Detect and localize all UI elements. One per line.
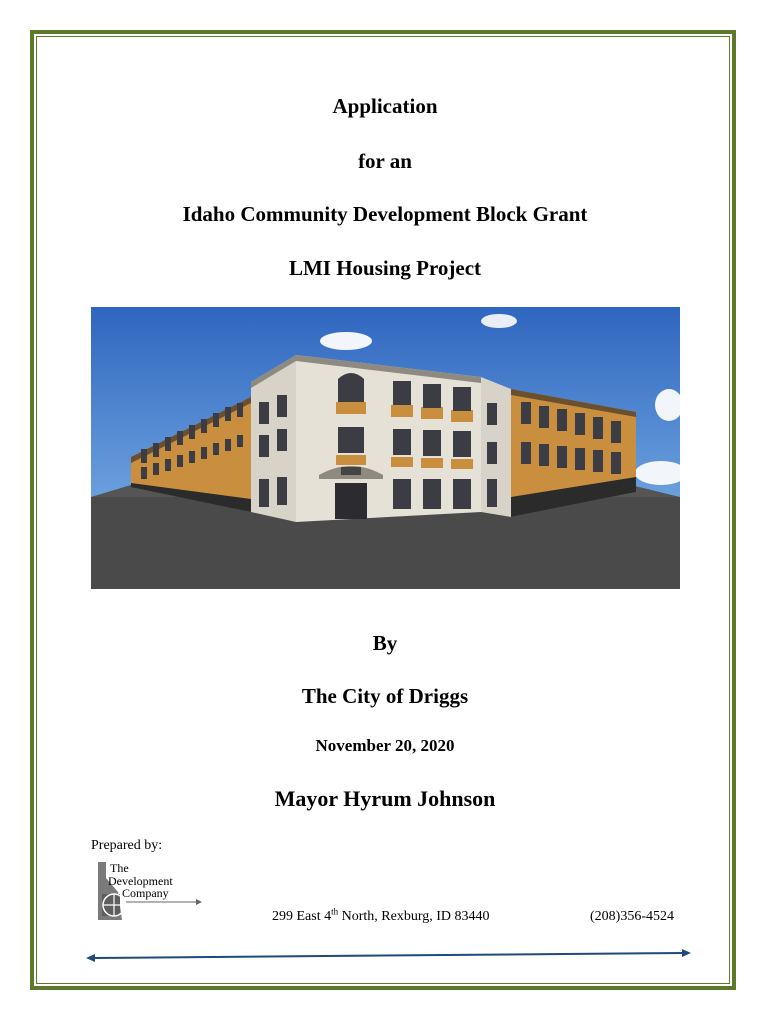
- by-label: By: [372, 631, 398, 655]
- title-grant-name: Idaho Community Development Block Grant: [182, 202, 588, 226]
- address-superscript: th: [331, 906, 339, 917]
- title-for-an: for an: [358, 149, 412, 173]
- development-company-logo: [96, 858, 206, 922]
- prepared-by-label: Prepared by:: [91, 838, 163, 853]
- logo-text-company: Company: [122, 886, 169, 900]
- title-project-name: LMI Housing Project: [288, 256, 482, 280]
- applicant-city: The City of Driggs: [301, 684, 469, 708]
- application-date: November 20, 2020: [315, 736, 455, 755]
- logo-text-the: The: [110, 861, 129, 875]
- address-suffix: North, Rexburg, ID 83440: [338, 909, 490, 924]
- mayor-name: Mayor Hyrum Johnson: [274, 786, 496, 811]
- building-rendering-image: [91, 307, 680, 589]
- logo-text-development: Development: [108, 874, 173, 888]
- title-application: Application: [332, 94, 438, 118]
- double-arrow-rule: [86, 947, 692, 965]
- address-prefix: 299 East 4: [272, 909, 332, 924]
- company-phone: (208)356-4524: [590, 909, 674, 924]
- company-address: [272, 906, 490, 925]
